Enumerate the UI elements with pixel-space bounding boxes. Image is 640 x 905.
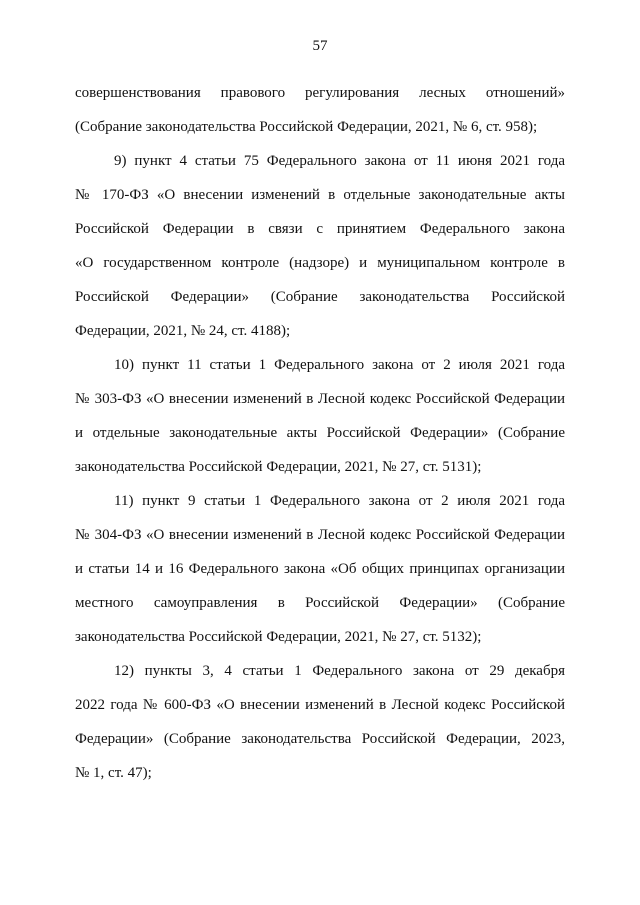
text-line: № 304-ФЗ «О внесении изменений в Лесной кодекс Российской Федерации bbox=[75, 527, 565, 543]
list-item-9-first-line: 9) пункт 4 статьи 75 Федерального закона от 11 июня 2021 года bbox=[114, 153, 565, 169]
text-line: совершенствования правового регулирования лесных отношений» bbox=[75, 85, 565, 101]
text-line: № 1, ст. 47); bbox=[75, 765, 152, 781]
text-line: законодательства Российской Федерации, 2021, № 27, ст. 5131); bbox=[75, 459, 482, 475]
text-line: местного самоуправления в Российской Федерации» (Собрание bbox=[75, 595, 565, 611]
text-line: Федерации, 2021, № 24, ст. 4188); bbox=[75, 323, 291, 339]
text-line: Федерации» (Собрание законодательства Российской Федерации, 2023, bbox=[75, 731, 565, 747]
list-item-12-first-line: 12) пункты 3, 4 статьи 1 Федерального закона от 29 декабря bbox=[114, 663, 565, 679]
list-item-10-first-line: 10) пункт 11 статьи 1 Федерального закона от 2 июля 2021 года bbox=[114, 357, 565, 373]
text-line: законодательства Российской Федерации, 2021, № 27, ст. 5132); bbox=[75, 629, 482, 645]
text-line: (Собрание законодательства Российской Федерации, 2021, № 6, ст. 958); bbox=[75, 119, 538, 135]
text-line: «О государственном контроле (надзоре) и муниципальном контроле в bbox=[75, 255, 565, 271]
text-line: № 170-ФЗ «О внесении изменений в отдельные законодательные акты bbox=[75, 187, 565, 203]
text-line: Российской Федерации» (Собрание законодательства Российской bbox=[75, 289, 565, 305]
list-item-11-first-line: 11) пункт 9 статьи 1 Федерального закона от 2 июля 2021 года bbox=[114, 493, 565, 509]
document-body bbox=[75, 76, 565, 790]
text-line: и отдельные законодательные акты Российской Федерации» (Собрание bbox=[75, 425, 565, 441]
text-line: Российской Федерации в связи с принятием Федерального закона bbox=[75, 221, 565, 237]
text-line: и статьи 14 и 16 Федерального закона «Об общих принципах организации bbox=[75, 561, 565, 577]
page-number: 57 bbox=[312, 38, 328, 54]
text-line: 2022 года № 600-ФЗ «О внесении изменений в Лесной кодекс Российской bbox=[75, 697, 565, 713]
text-line: № 303-ФЗ «О внесении изменений в Лесной кодекс Российской Федерации bbox=[75, 391, 565, 407]
